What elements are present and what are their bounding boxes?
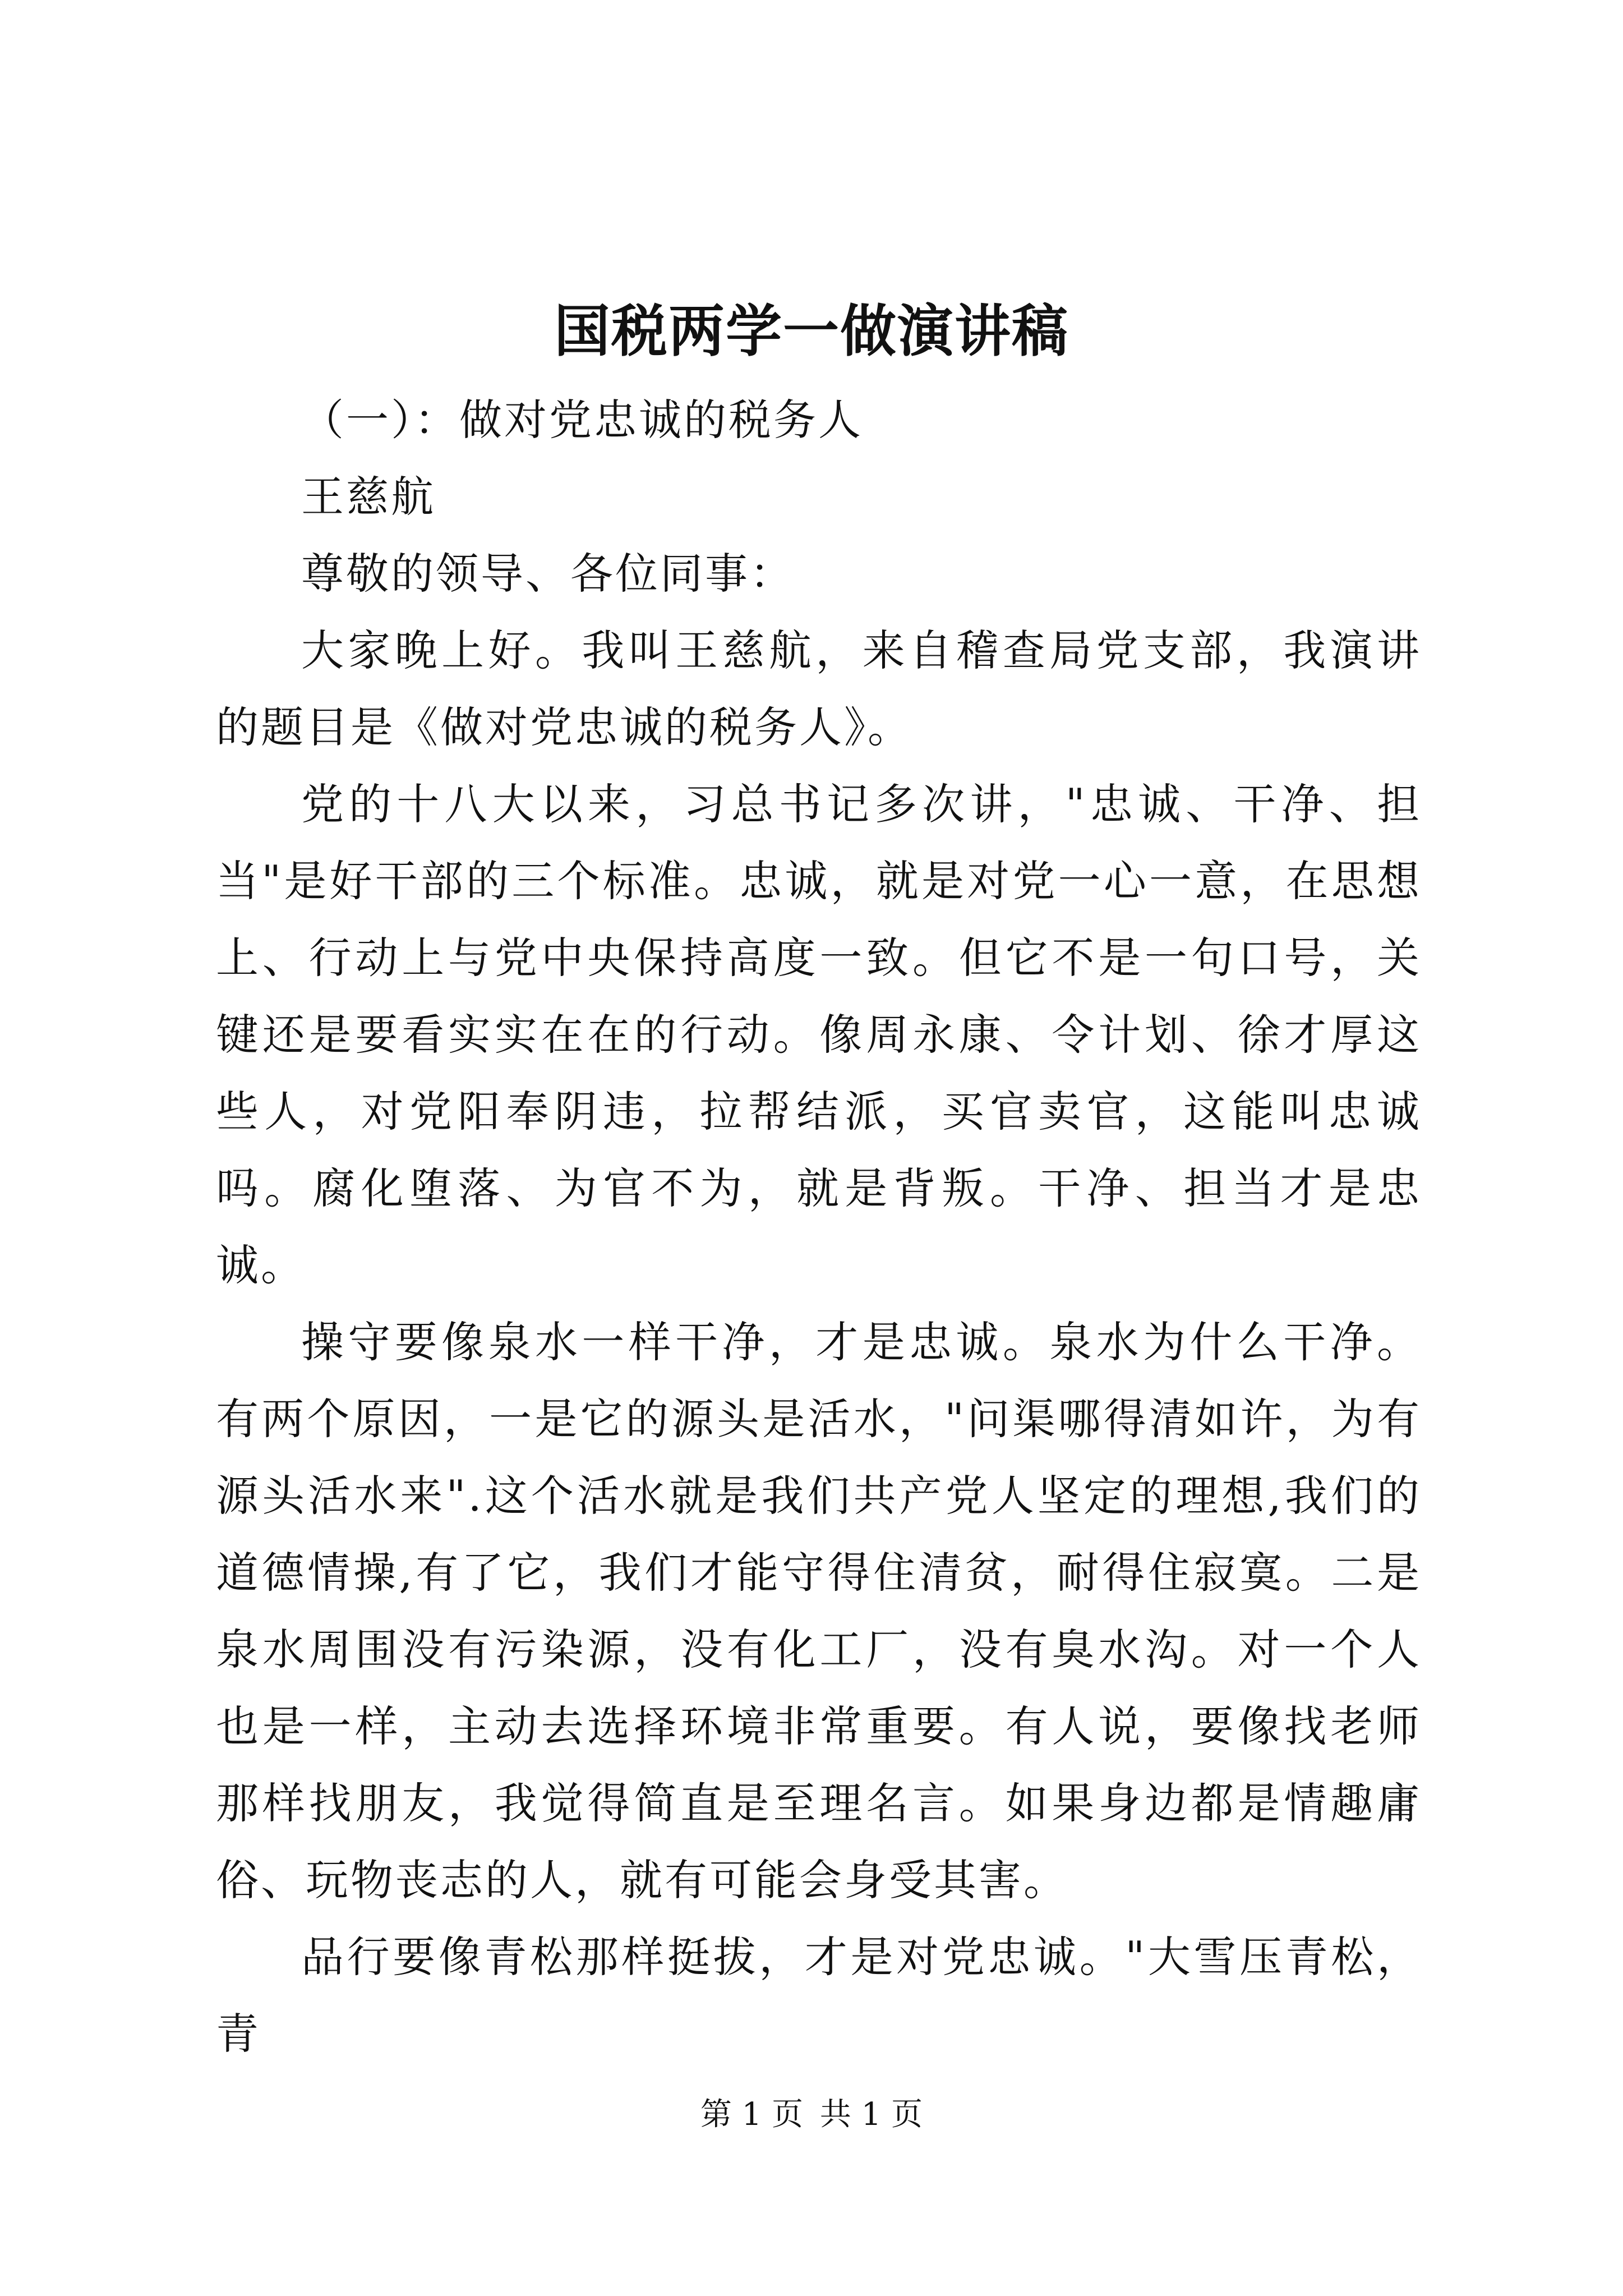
salutation-paragraph: 尊敬的领导、各位同事： [301,549,795,599]
author-paragraph: 王慈航 [301,472,436,522]
body-paragraph: 品行要像青松那样挺拔，才是对党忠诚。"大雪压青松，青 [216,1932,1422,2059]
page-footer [0,2092,1623,2137]
page-number: 第 1 页 [700,2096,804,2133]
page-total: 共 1 页 [819,2096,923,2133]
document-body [216,381,1422,2072]
body-paragraph: 大家晚上好。我叫王慈航，来自稽查局党支部，我演讲的题目是《做对党忠诚的税务人》。 [216,625,1422,752]
subtitle-paragraph: （一）：做对党忠诚的税务人 [301,395,863,445]
body-paragraph: 操守要像泉水一样干净，才是忠诚。泉水为什么干净。有两个原因，一是它的源头是活水，"问渠哪得清如许，为有源头活水来".这个活水就是我们共产党人坚定的理想,我们的道德情操,有了它，我们才能守得住清贫，耐得住寂寞。二是泉水周围没有污染源，没有化工厂，没有臭水沟。对一个人也是一样，主动去选择环境非常重要。有人说，要像找老师那样找朋友，我觉得简直是至理名言。如果身边都是情趣庸俗、玩物丧志的人，就有可能会身受其害。 [216,1317,1422,1905]
document-title: 国税两学一做演讲稿 [554,298,1069,364]
body-paragraph: 党的十八大以来，习总书记多次讲，"忠诚、干净、担当"是好干部的三个标准。忠诚，就是对党一心一意，在思想上、行动上与党中央保持高度一致。但它不是一句口号，关键还是要看实实在在的行动。像周永康、令计划、徐才厚这些人，对党阳奉阴违，拉帮结派，买官卖官，这能叫忠诚吗。腐化堕落、为官不为，就是背叛。干净、担当才是忠诚。 [216,779,1422,1290]
